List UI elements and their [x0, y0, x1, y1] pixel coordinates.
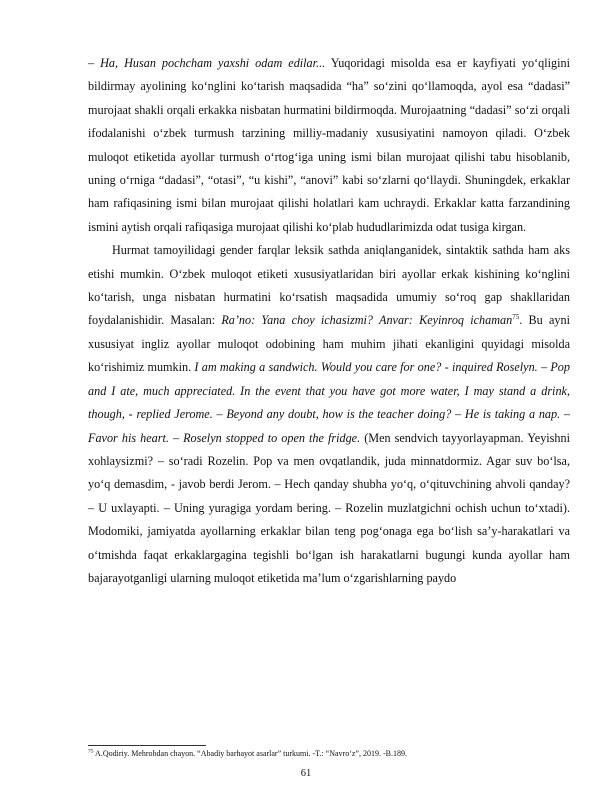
- paragraph-1-text: Yuqoridagi misolda esa er kayfiyati yo‘qligini bildirmay ayolining ko‘nglini ko‘tarish maqsadida “ha” so‘zini qo‘llamoqda, ayol esa “dadasi” murojaat shakli orqali erkakka nisbatan hurmatini bildirmoqda. Murojaatning “dadasi” so‘zi orqali ifodalanishi o‘zbek turmush tarzining milliy-madaniy xususiyatini namoyon qiladi. O‘zbek muloqot etiketida ayollar turmush o‘rtog‘iga uning ismi bilan murojaat qilishi tabu hisoblanib, uning o‘rniga “dadasi”, “otasi”, “u kishi”, “anovi” kabi so‘zlarni qo‘llaydi. Shuningdek, erkaklar ham rafiqasining ismi bilan murojaat qilishi holatlari kam uchraydi. Erkaklar katta farzandining ismini aytish orqali rafiqasiga murojaat qilishi ko‘plab hududlarimizda odat tusiga kirgan.: [88, 56, 571, 234]
- paragraph-2-text-a: Hurmat tamoyilidagi gender farqlar leksik sathda aniqlanganidek, sintaktik sathda ham aks etishi mumkin. O‘zbek muloqot etiketi xususiyatlaridan biri ayollar erkak kishining ko‘nglini ko‘tarish, unga nisbatan hurmatini ko‘rsatish maqsadida umumiy so‘roq gap shakllaridan foydalanishidir. Masalan:: [88, 243, 570, 328]
- paragraph-1: [88, 52, 570, 239]
- paragraph-2-text-c: (Men sendvich tayyorlayapman. Yeyishni xohlaysizmi? – so‘radi Rozelin. Pop va men ovqatlandik, juda minnatdormiz. Agar suv bo‘lsa, yo‘q demasdim, - javob berdi Jerom. – Hech qanday shubha yo‘q, o‘qituvchining ahvoli qanday? – U uxlayapti. – Uning yuragiga yordam bering. – Rozelin muzlatgichni ochish uchun to‘xtadi). Modomiki, jamiyatda ayollarning erkaklar bilan teng pog‘onaga ega bo‘lish sa’y-harakatlari va o‘tmishda faqat erkaklargagina tegishli bo‘lgan ish harakatlarni bugungi kunda ayollar ham bajarayotganligi ularning muloqot etiketida ma’lum o‘zgarishlarning paydo: [88, 430, 570, 585]
- example-dialogue: Ra’no: Yana choy ichasizmi? Anvar: Keyinroq ichaman: [221, 313, 513, 328]
- footnote-text: A.Qodiriy. Mehrobdan chayon. “Abadiy barhayot asarlar” turkumi. -T.: “Navro‘z”, 2019. -B.189.: [93, 749, 407, 758]
- footnote-reference[interactable]: 75: [512, 313, 520, 322]
- english-example: I am making a sandwich. Would you care for one? - inquired Roselyn. – Pop and I ate, much appreciated. In the event that you have got more water, I may stand a drink, though, - replied Jerome. – Beyond any doubt, how is the teacher doing? – He is taking a nap. – Favor his heart. – Roselyn stopped to open the fridge.: [88, 360, 570, 445]
- paragraph-2-text-b: . Bu ayni xususiyat ingliz ayollar muloqot odobining ham muhim jihati ekanligini quyidagi misolda ko‘rishimiz mumkin.: [88, 313, 570, 375]
- document-body: [88, 52, 570, 590]
- footnote: [88, 749, 570, 759]
- footnote-divider: [88, 745, 206, 746]
- quote-italic: Ha, Husan pochcham yaxshi odam edilar...: [100, 56, 326, 70]
- footnote-number: 75: [88, 748, 94, 755]
- page-number: 61: [300, 768, 312, 779]
- dash: –: [88, 56, 101, 70]
- paragraph-2: [88, 239, 570, 590]
